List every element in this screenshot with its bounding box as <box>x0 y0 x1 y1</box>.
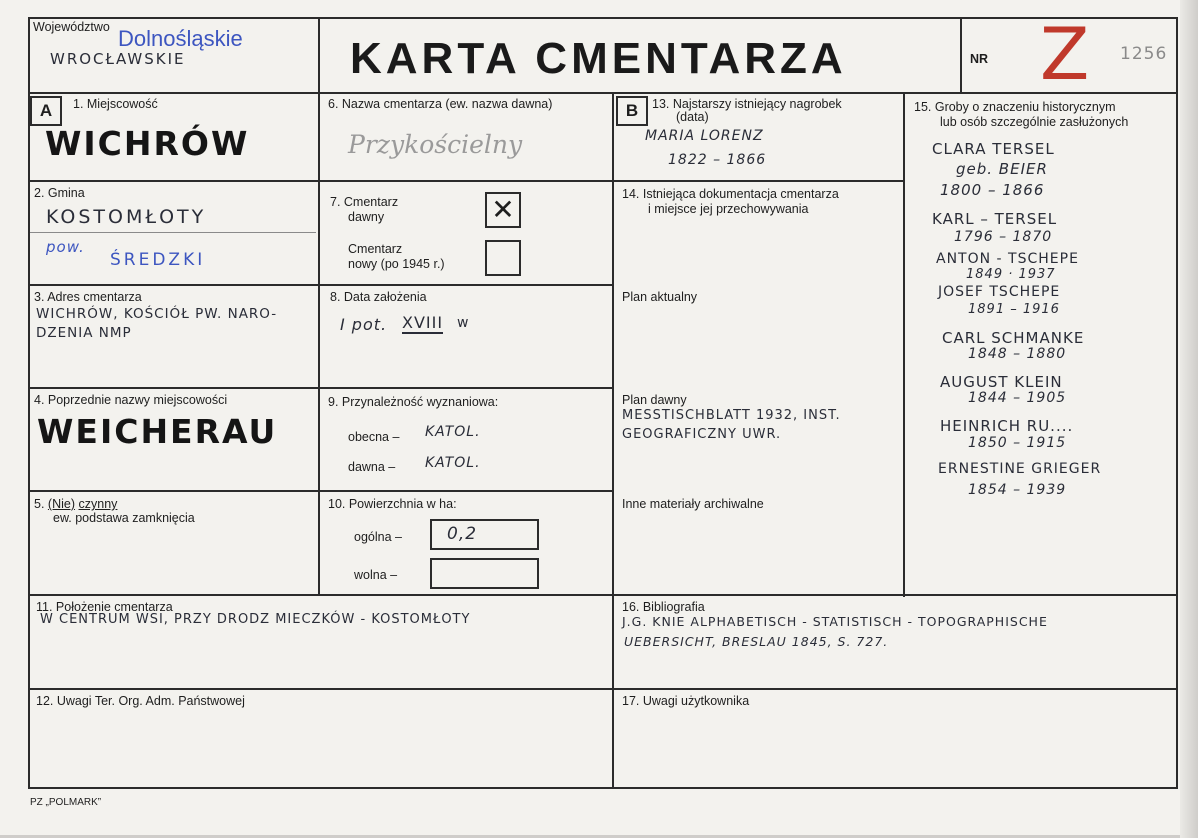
f16-line2: UEBERSICHT, BRESLAU 1845, S. 727. <box>624 634 889 649</box>
f9-label: 9. Przynależność wyznaniowa: <box>328 395 499 409</box>
f13-line1: MARIA LORENZ <box>645 128 764 144</box>
f10-ogolna-value: 0,2 <box>447 524 478 544</box>
f1-value: WICHRÓW <box>45 124 250 163</box>
f10-ogolna-box[interactable] <box>430 519 539 550</box>
f14-label2: i miejsce jej przechowywania <box>648 202 809 216</box>
footer-printer: PZ „POLMARK” <box>30 797 102 808</box>
f13-line2: 1822 – 1866 <box>668 152 767 168</box>
f16-label: 16. Bibliografia <box>622 600 705 614</box>
nr-label: NR <box>970 52 989 66</box>
row-line-a4 <box>28 490 613 492</box>
f15-line: 1854 – 1939 <box>968 482 1067 498</box>
f10-wolna-label: wolna – <box>354 568 398 582</box>
frame-left <box>28 17 30 789</box>
f4-label: 4. Poprzednie nazwy miejscowości <box>34 393 228 407</box>
f8-value-b: XVIII <box>402 313 444 332</box>
f13-label2: (data) <box>676 110 709 124</box>
f6-label: 6. Nazwa cmentarza (ew. nazwa dawna) <box>328 97 553 111</box>
card-title: KARTA CMENTARZA <box>350 34 847 83</box>
f10-ogolna-label: ogólna – <box>354 530 402 544</box>
f7-label2: Cmentarz <box>348 242 403 256</box>
f9-dawna-label: dawna – <box>348 460 396 474</box>
f7-nowy-checkbox[interactable] <box>485 240 521 276</box>
f15-line: geb. BEIER <box>956 160 1048 178</box>
f15-line: 1848 – 1880 <box>968 346 1067 362</box>
f3-line2: DZENIA NMP <box>36 325 132 341</box>
f8-value-c: w <box>457 315 470 331</box>
wojewodztwo-label: Województwo <box>33 20 110 34</box>
nr-number: 1256 <box>1120 44 1168 64</box>
section-b-badge <box>616 96 648 126</box>
f5-label-nie: (Nie) <box>47 497 76 511</box>
row-line-b1 <box>612 180 904 182</box>
f14-label1: 14. Istniejąca dokumentacja cmentarza <box>622 187 839 201</box>
f3-line1: WICHRÓW, KOŚCIÓŁ PW. NARO- <box>36 306 278 322</box>
f3-label: 3. Adres cmentarza <box>34 290 142 304</box>
f2-pow-value: ŚREDZKI <box>110 250 206 270</box>
f15-line: 1796 – 1870 <box>954 229 1053 245</box>
column-divider-b <box>612 92 614 789</box>
f15-label1: 15. Groby o znaczeniu historycznym <box>914 100 1116 114</box>
f7-nowy: nowy (po 1945 r.) <box>348 257 445 271</box>
f14-plan-aktualny: Plan aktualny <box>622 290 698 304</box>
f5-label-prefix: 5. <box>34 497 45 511</box>
f7-label: 7. Cmentarz <box>330 195 399 209</box>
row-line-a6 <box>28 688 1178 690</box>
nr-letter: Z <box>1040 12 1090 96</box>
header-bottom-line <box>28 92 1178 94</box>
f7-checked-mark: ✕ <box>491 194 515 225</box>
header-divider-1 <box>318 17 320 594</box>
f16-line1: J.G. KNIE ALPHABETISCH - STATISTISCH - TOPOGRAPHISCHE <box>622 614 1048 629</box>
f15-line: ANTON - TSCHEPE <box>936 251 1079 267</box>
row-line-a2 <box>28 284 613 286</box>
f5-label-czynny: czynny <box>78 497 118 511</box>
f8-value-a: I pot. <box>340 315 388 334</box>
f15-line: 1844 – 1905 <box>968 390 1067 406</box>
f2-label: 2. Gmina <box>34 186 85 200</box>
row-line-a3 <box>28 387 613 389</box>
section-b-letter: B <box>625 101 639 120</box>
f17-label: 17. Uwagi użytkownika <box>622 694 750 708</box>
f15-list <box>904 136 1176 596</box>
frame-bottom <box>28 787 1178 789</box>
f9-obecna-value: KATOL. <box>425 424 481 440</box>
f7-dawny-checkbox[interactable] <box>485 192 521 228</box>
f11-value: W CENTRUM WSI, PRZY DRODZ MIECZKÓW - KOSTOMŁOTY <box>40 612 471 627</box>
f9-dawna-value: KATOL. <box>425 455 481 471</box>
f11-label: 11. Położenie cmentarza <box>36 600 173 614</box>
f15-line: 1850 – 1915 <box>968 435 1067 451</box>
frame-right <box>1176 17 1178 789</box>
f14-plan-dawny-line1: MESSTISCHBLATT 1932, INST. <box>622 408 841 423</box>
section-a-letter: A <box>39 101 53 120</box>
f5-sub: ew. podstawa zamknięcia <box>53 511 195 525</box>
wojewodztwo-stamp: Dolnośląskie <box>118 26 243 51</box>
f15-line: ERNESTINE GRIEGER <box>938 461 1102 477</box>
f15-line: 1800 – 1866 <box>940 181 1045 199</box>
f15-line: CLARA TERSEL <box>932 140 1055 158</box>
f15-line: KARL – TERSEL <box>932 210 1058 228</box>
f6-value: Przykościelny <box>348 130 523 159</box>
f12-label: 12. Uwagi Ter. Org. Adm. Państwowej <box>36 694 245 708</box>
f10-label: 10. Powierzchnia w ha: <box>328 497 457 511</box>
f15-line: CARL SCHMANKE <box>942 329 1085 347</box>
f8-label: 8. Data założenia <box>330 290 427 304</box>
f13-label1: 13. Najstarszy istniejący nagrobek <box>652 97 842 111</box>
f10-wolna-box[interactable] <box>430 558 539 589</box>
f14-plan-dawny-line2: GEOGRAFICZNY UWR. <box>622 427 782 442</box>
f15-line: 1849 · 1937 <box>966 267 1056 282</box>
f5-label <box>34 497 117 511</box>
f4-value: WEICHERAU <box>37 412 278 451</box>
f1-label: 1. Miejscowość <box>73 97 158 111</box>
f14-inne: Inne materiały archiwalne <box>622 497 764 511</box>
f14-plan-dawny: Plan dawny <box>622 393 687 407</box>
wojewodztwo-value: WROCŁAWSKIE <box>50 50 186 68</box>
row-line-a1 <box>28 180 613 182</box>
f15-line: JOSEF TSCHEPE <box>938 284 1061 300</box>
header-divider-2 <box>960 17 962 93</box>
f15-line: 1891 – 1916 <box>968 302 1060 317</box>
f15-label2: lub osób szczególnie zasłużonych <box>940 115 1129 129</box>
card-edge-shadow <box>1180 0 1198 838</box>
f15-line: HEINRICH RU.... <box>940 417 1074 435</box>
gmina-separator <box>30 232 316 233</box>
f7-dawny: dawny <box>348 210 385 224</box>
section-a-badge <box>30 96 62 126</box>
f2-pow-label: pow. <box>46 238 85 256</box>
f9-obecna-label: obecna – <box>348 430 400 444</box>
frame-top <box>28 17 1178 19</box>
f2-value: KOSTOMŁOTY <box>46 206 207 228</box>
f15-line: AUGUST KLEIN <box>940 373 1063 391</box>
